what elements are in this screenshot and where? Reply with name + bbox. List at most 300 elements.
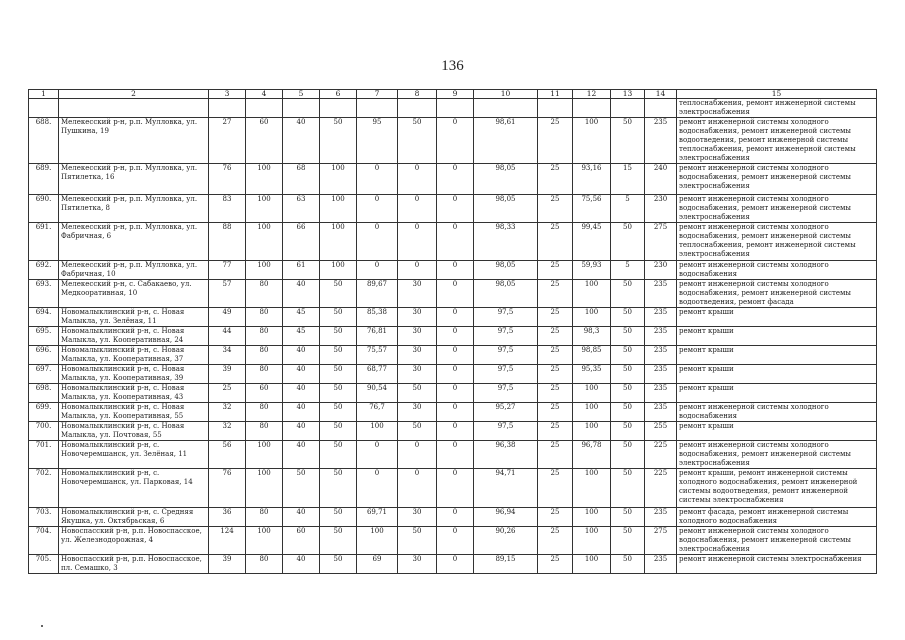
- value-cell: 25: [538, 195, 573, 223]
- value-cell: 40: [283, 508, 320, 527]
- value-cell: 60: [246, 118, 283, 164]
- value-cell: 0: [437, 441, 474, 469]
- value-cell: 50: [611, 327, 645, 346]
- value-cell: 80: [246, 403, 283, 422]
- value-cell: 100: [320, 164, 357, 195]
- value-cell: 100: [246, 527, 283, 555]
- value-cell: 25: [538, 308, 573, 327]
- value-cell: 40: [283, 555, 320, 574]
- row-number: [29, 99, 59, 118]
- value-cell: 25: [538, 441, 573, 469]
- value-cell: 97,5: [474, 422, 538, 441]
- value-cell: 100: [357, 527, 398, 555]
- column-header: 14: [645, 90, 677, 99]
- value-cell: 36: [209, 508, 246, 527]
- value-cell: 0: [437, 223, 474, 261]
- value-cell: 0: [437, 527, 474, 555]
- value-cell: 59,93: [573, 261, 611, 280]
- value-cell: 25: [538, 327, 573, 346]
- value-cell: 27: [209, 118, 246, 164]
- value-cell: 50: [398, 422, 437, 441]
- row-number: 693.: [29, 280, 59, 308]
- value-cell: 50: [611, 422, 645, 441]
- work-description-cell: ремонт инженерной системы холодного водоснабжения, ремонт инженерной системы электроснабжения: [677, 195, 877, 223]
- value-cell: 76,7: [357, 403, 398, 422]
- value-cell: 97,5: [474, 384, 538, 403]
- value-cell: 235: [645, 508, 677, 527]
- value-cell: 89,67: [357, 280, 398, 308]
- table-row: [29, 441, 877, 469]
- value-cell: 5: [611, 195, 645, 223]
- value-cell: 0: [437, 384, 474, 403]
- address-cell: Новоспасский р-н, р.п. Новоспасское, ул. Железнодорожная, 4: [59, 527, 209, 555]
- value-cell: 0: [398, 164, 437, 195]
- value-cell: [246, 99, 283, 118]
- value-cell: 50: [320, 384, 357, 403]
- work-description-cell: ремонт крыши: [677, 422, 877, 441]
- column-header: 11: [538, 90, 573, 99]
- value-cell: [357, 99, 398, 118]
- table-row: [29, 422, 877, 441]
- address-cell: Мелекесский р-н, р.п. Мулловка, ул. Фабричная, 6: [59, 223, 209, 261]
- value-cell: 100: [320, 261, 357, 280]
- table-row: [29, 365, 877, 384]
- value-cell: 50: [398, 527, 437, 555]
- row-number: 696.: [29, 346, 59, 365]
- value-cell: 100: [320, 195, 357, 223]
- value-cell: 80: [246, 308, 283, 327]
- value-cell: 30: [398, 280, 437, 308]
- work-description-cell: ремонт инженерной системы холодного водоснабжения, ремонт инженерной системы электроснабжения: [677, 527, 877, 555]
- value-cell: [320, 99, 357, 118]
- value-cell: 89,15: [474, 555, 538, 574]
- value-cell: 50: [611, 308, 645, 327]
- value-cell: 100: [246, 469, 283, 508]
- table-row: [29, 164, 877, 195]
- value-cell: 80: [246, 346, 283, 365]
- value-cell: 39: [209, 555, 246, 574]
- value-cell: 50: [611, 527, 645, 555]
- table-row: [29, 308, 877, 327]
- value-cell: 80: [246, 280, 283, 308]
- table-row: [29, 403, 877, 422]
- value-cell: 25: [538, 384, 573, 403]
- value-cell: 34: [209, 346, 246, 365]
- value-cell: 100: [573, 308, 611, 327]
- value-cell: 0: [357, 223, 398, 261]
- address-cell: Новомалыклинский р-н, с. Новая Малыкла, ул. Кооперативная, 55: [59, 403, 209, 422]
- value-cell: 100: [320, 223, 357, 261]
- value-cell: 56: [209, 441, 246, 469]
- row-number: 692.: [29, 261, 59, 280]
- value-cell: 80: [246, 327, 283, 346]
- value-cell: 100: [573, 403, 611, 422]
- value-cell: 100: [246, 223, 283, 261]
- value-cell: 25: [538, 346, 573, 365]
- value-cell: 40: [283, 422, 320, 441]
- value-cell: 25: [538, 118, 573, 164]
- value-cell: 5: [611, 261, 645, 280]
- value-cell: [398, 99, 437, 118]
- value-cell: 25: [538, 508, 573, 527]
- value-cell: 80: [246, 508, 283, 527]
- row-number: 690.: [29, 195, 59, 223]
- value-cell: 0: [437, 327, 474, 346]
- column-header: 1: [29, 90, 59, 99]
- value-cell: 40: [283, 403, 320, 422]
- table-row: [29, 327, 877, 346]
- work-description-cell: ремонт крыши: [677, 346, 877, 365]
- value-cell: 95,35: [573, 365, 611, 384]
- value-cell: 98,61: [474, 118, 538, 164]
- table-row: [29, 280, 877, 308]
- value-cell: 50: [320, 422, 357, 441]
- value-cell: 100: [573, 469, 611, 508]
- value-cell: 124: [209, 527, 246, 555]
- value-cell: 235: [645, 384, 677, 403]
- value-cell: 97,5: [474, 346, 538, 365]
- address-cell: Мелекесский р-н, р.п. Мулловка, ул. Пятилетка, 16: [59, 164, 209, 195]
- table-row: [29, 527, 877, 555]
- value-cell: 255: [645, 422, 677, 441]
- value-cell: 50: [611, 118, 645, 164]
- table-row: [29, 99, 877, 118]
- value-cell: 98,05: [474, 280, 538, 308]
- work-description-cell: ремонт инженерной системы холодного водоснабжения, ремонт инженерной системы теплоснабжения, ремонт инженерной системы электроснабжения: [677, 223, 877, 261]
- value-cell: 25: [538, 527, 573, 555]
- address-cell: [59, 99, 209, 118]
- table-row: [29, 261, 877, 280]
- address-cell: Новомалыклинский р-н, с. Новая Малыкла, ул. Почтовая, 55: [59, 422, 209, 441]
- value-cell: 60: [283, 527, 320, 555]
- work-description-cell: ремонт инженерной системы холодного водоснабжения: [677, 403, 877, 422]
- work-description-cell: ремонт инженерной системы холодного водоснабжения, ремонт инженерной системы электроснабжения: [677, 164, 877, 195]
- value-cell: 100: [573, 555, 611, 574]
- value-cell: 235: [645, 118, 677, 164]
- value-cell: 98,33: [474, 223, 538, 261]
- address-cell: Мелекесский р-н, р.п. Мулловка, ул. Фабричная, 10: [59, 261, 209, 280]
- value-cell: 50: [611, 403, 645, 422]
- value-cell: 76,81: [357, 327, 398, 346]
- table-row: [29, 195, 877, 223]
- value-cell: 50: [320, 308, 357, 327]
- value-cell: 50: [320, 346, 357, 365]
- value-cell: 80: [246, 422, 283, 441]
- value-cell: 100: [246, 195, 283, 223]
- value-cell: [538, 99, 573, 118]
- row-number: 699.: [29, 403, 59, 422]
- value-cell: 50: [320, 508, 357, 527]
- column-header: 3: [209, 90, 246, 99]
- value-cell: 98,05: [474, 261, 538, 280]
- value-cell: 76: [209, 469, 246, 508]
- value-cell: 32: [209, 403, 246, 422]
- value-cell: 93,16: [573, 164, 611, 195]
- value-cell: 69,71: [357, 508, 398, 527]
- value-cell: 90,54: [357, 384, 398, 403]
- value-cell: 40: [283, 441, 320, 469]
- value-cell: 50: [320, 527, 357, 555]
- value-cell: 0: [437, 195, 474, 223]
- value-cell: 90,26: [474, 527, 538, 555]
- value-cell: 50: [320, 403, 357, 422]
- work-description-cell: ремонт инженерной системы холодного водоснабжения, ремонт инженерной системы электроснабжения: [677, 441, 877, 469]
- value-cell: 25: [538, 280, 573, 308]
- value-cell: 39: [209, 365, 246, 384]
- row-number: 689.: [29, 164, 59, 195]
- value-cell: 0: [357, 469, 398, 508]
- value-cell: 235: [645, 280, 677, 308]
- work-description-cell: ремонт крыши, ремонт инженерной системы холодного водоснабжения, ремонт инженерной системы водоотведения, ремонт инженерной системы электроснабжения: [677, 469, 877, 508]
- value-cell: 100: [573, 527, 611, 555]
- page-number: 136: [441, 58, 464, 74]
- value-cell: 25: [538, 422, 573, 441]
- column-header: 6: [320, 90, 357, 99]
- address-cell: Мелекесский р-н, р.п. Мулловка, ул. Пятилетка, 8: [59, 195, 209, 223]
- value-cell: [645, 99, 677, 118]
- column-header: 8: [398, 90, 437, 99]
- value-cell: 0: [437, 164, 474, 195]
- value-cell: 0: [437, 365, 474, 384]
- value-cell: [437, 99, 474, 118]
- row-number: 691.: [29, 223, 59, 261]
- value-cell: 25: [209, 384, 246, 403]
- value-cell: 50: [611, 441, 645, 469]
- value-cell: 275: [645, 223, 677, 261]
- value-cell: 50: [611, 223, 645, 261]
- value-cell: 100: [573, 508, 611, 527]
- value-cell: 0: [437, 469, 474, 508]
- value-cell: 25: [538, 403, 573, 422]
- value-cell: 98,05: [474, 164, 538, 195]
- value-cell: 77: [209, 261, 246, 280]
- value-cell: 15: [611, 164, 645, 195]
- value-cell: [209, 99, 246, 118]
- row-number: 694.: [29, 308, 59, 327]
- address-cell: Новомалыклинский р-н, с. Средняя Якушка, ул. Октябрьская, 6: [59, 508, 209, 527]
- value-cell: 50: [398, 384, 437, 403]
- value-cell: 40: [283, 365, 320, 384]
- value-cell: 96,94: [474, 508, 538, 527]
- value-cell: 100: [573, 280, 611, 308]
- value-cell: 100: [246, 164, 283, 195]
- value-cell: 50: [611, 555, 645, 574]
- value-cell: 235: [645, 308, 677, 327]
- value-cell: 50: [611, 280, 645, 308]
- value-cell: 96,78: [573, 441, 611, 469]
- value-cell: 45: [283, 308, 320, 327]
- value-cell: 235: [645, 365, 677, 384]
- value-cell: 0: [437, 346, 474, 365]
- value-cell: 98,85: [573, 346, 611, 365]
- value-cell: 97,5: [474, 308, 538, 327]
- value-cell: 100: [246, 261, 283, 280]
- value-cell: 30: [398, 365, 437, 384]
- column-header: 5: [283, 90, 320, 99]
- value-cell: 76: [209, 164, 246, 195]
- value-cell: 235: [645, 403, 677, 422]
- scan-dot: [41, 625, 43, 627]
- value-cell: 40: [283, 384, 320, 403]
- value-cell: 25: [538, 365, 573, 384]
- value-cell: 50: [320, 327, 357, 346]
- address-cell: Новомалыклинский р-н, с. Новочеремшанск, ул. Зелёная, 11: [59, 441, 209, 469]
- table-header-row: [29, 90, 877, 99]
- value-cell: 25: [538, 555, 573, 574]
- value-cell: 40: [283, 346, 320, 365]
- row-number: 701.: [29, 441, 59, 469]
- row-number: 705.: [29, 555, 59, 574]
- value-cell: [474, 99, 538, 118]
- column-header: 12: [573, 90, 611, 99]
- column-header: 10: [474, 90, 538, 99]
- value-cell: 235: [645, 346, 677, 365]
- table-row: [29, 384, 877, 403]
- value-cell: 61: [283, 261, 320, 280]
- row-number: 688.: [29, 118, 59, 164]
- column-header: 2: [59, 90, 209, 99]
- value-cell: 32: [209, 422, 246, 441]
- value-cell: 0: [437, 555, 474, 574]
- value-cell: 69: [357, 555, 398, 574]
- table-row: [29, 118, 877, 164]
- register-table: [28, 89, 877, 574]
- value-cell: 30: [398, 308, 437, 327]
- value-cell: 40: [283, 280, 320, 308]
- value-cell: 240: [645, 164, 677, 195]
- value-cell: 50: [611, 469, 645, 508]
- value-cell: 0: [357, 195, 398, 223]
- address-cell: Мелекесский р-н, р.п. Мулловка, ул. Пушкина, 19: [59, 118, 209, 164]
- work-description-cell: ремонт фасада, ремонт инженерной системы холодного водоснабжения: [677, 508, 877, 527]
- column-header: 13: [611, 90, 645, 99]
- value-cell: 0: [398, 223, 437, 261]
- row-number: 695.: [29, 327, 59, 346]
- value-cell: 100: [573, 118, 611, 164]
- value-cell: 96,38: [474, 441, 538, 469]
- value-cell: 100: [357, 422, 398, 441]
- value-cell: 225: [645, 441, 677, 469]
- value-cell: 230: [645, 195, 677, 223]
- table-row: [29, 346, 877, 365]
- value-cell: 44: [209, 327, 246, 346]
- value-cell: [573, 99, 611, 118]
- value-cell: 63: [283, 195, 320, 223]
- value-cell: 235: [645, 327, 677, 346]
- address-cell: Новомалыклинский р-н, с. Новая Малыкла, ул. Кооперативная, 24: [59, 327, 209, 346]
- value-cell: 95: [357, 118, 398, 164]
- value-cell: 95,27: [474, 403, 538, 422]
- column-header: 15: [677, 90, 877, 99]
- column-header: 4: [246, 90, 283, 99]
- value-cell: 0: [437, 280, 474, 308]
- value-cell: 30: [398, 327, 437, 346]
- value-cell: 235: [645, 555, 677, 574]
- value-cell: 49: [209, 308, 246, 327]
- table-row: [29, 223, 877, 261]
- value-cell: 94,71: [474, 469, 538, 508]
- value-cell: 0: [398, 195, 437, 223]
- value-cell: [611, 99, 645, 118]
- value-cell: 66: [283, 223, 320, 261]
- table-row: [29, 555, 877, 574]
- value-cell: 0: [437, 261, 474, 280]
- value-cell: 68,77: [357, 365, 398, 384]
- address-cell: Мелекесский р-н, с. Сабакаево, ул. Медкооративная, 10: [59, 280, 209, 308]
- value-cell: 57: [209, 280, 246, 308]
- work-description-cell: ремонт крыши: [677, 327, 877, 346]
- value-cell: 0: [357, 164, 398, 195]
- value-cell: 25: [538, 223, 573, 261]
- value-cell: 0: [398, 469, 437, 508]
- work-description-cell: ремонт крыши: [677, 308, 877, 327]
- value-cell: 50: [611, 346, 645, 365]
- value-cell: 230: [645, 261, 677, 280]
- value-cell: 0: [398, 261, 437, 280]
- value-cell: 30: [398, 403, 437, 422]
- value-cell: 45: [283, 327, 320, 346]
- address-cell: Новомалыклинский р-н, с. Новая Малыкла, ул. Кооперативная, 39: [59, 365, 209, 384]
- value-cell: 0: [398, 441, 437, 469]
- value-cell: 275: [645, 527, 677, 555]
- work-description-cell: ремонт инженерной системы холодного водоснабжения, ремонт инженерной системы водоотведения, ремонт фасада: [677, 280, 877, 308]
- value-cell: 100: [573, 384, 611, 403]
- value-cell: 30: [398, 508, 437, 527]
- value-cell: 50: [320, 441, 357, 469]
- value-cell: 50: [320, 118, 357, 164]
- value-cell: 0: [437, 508, 474, 527]
- column-header: 7: [357, 90, 398, 99]
- value-cell: 50: [320, 555, 357, 574]
- value-cell: 50: [320, 365, 357, 384]
- value-cell: 100: [573, 422, 611, 441]
- value-cell: 25: [538, 261, 573, 280]
- value-cell: 0: [437, 422, 474, 441]
- row-number: 702.: [29, 469, 59, 508]
- work-description-cell: ремонт инженерной системы электроснабжения: [677, 555, 877, 574]
- table-row: [29, 469, 877, 508]
- row-number: 703.: [29, 508, 59, 527]
- value-cell: [283, 99, 320, 118]
- value-cell: 0: [437, 308, 474, 327]
- work-description-cell: ремонт крыши: [677, 384, 877, 403]
- address-cell: Новомалыклинский р-н, с. Новочеремшанск, ул. Парковая, 14: [59, 469, 209, 508]
- value-cell: 0: [437, 118, 474, 164]
- row-number: 700.: [29, 422, 59, 441]
- value-cell: 0: [357, 441, 398, 469]
- value-cell: 25: [538, 164, 573, 195]
- value-cell: 100: [246, 441, 283, 469]
- value-cell: 80: [246, 365, 283, 384]
- value-cell: 80: [246, 555, 283, 574]
- address-cell: Новоспасский р-н, р.п. Новоспасское, пл. Семашко, 3: [59, 555, 209, 574]
- work-description-cell: теплоснабжения, ремонт инженерной системы электроснабжения: [677, 99, 877, 118]
- value-cell: 88: [209, 223, 246, 261]
- value-cell: 225: [645, 469, 677, 508]
- value-cell: 50: [320, 280, 357, 308]
- work-description-cell: ремонт инженерной системы холодного водоснабжения: [677, 261, 877, 280]
- work-description-cell: ремонт инженерной системы холодного водоснабжения, ремонт инженерной системы водоотведения, ремонт инженерной системы теплоснабжения, ремонт инженерной системы электроснабжения: [677, 118, 877, 164]
- value-cell: 97,5: [474, 327, 538, 346]
- value-cell: 60: [246, 384, 283, 403]
- value-cell: 50: [283, 469, 320, 508]
- value-cell: 99,45: [573, 223, 611, 261]
- column-header: 9: [437, 90, 474, 99]
- value-cell: 50: [611, 508, 645, 527]
- value-cell: 0: [437, 403, 474, 422]
- value-cell: 85,38: [357, 308, 398, 327]
- value-cell: 98,3: [573, 327, 611, 346]
